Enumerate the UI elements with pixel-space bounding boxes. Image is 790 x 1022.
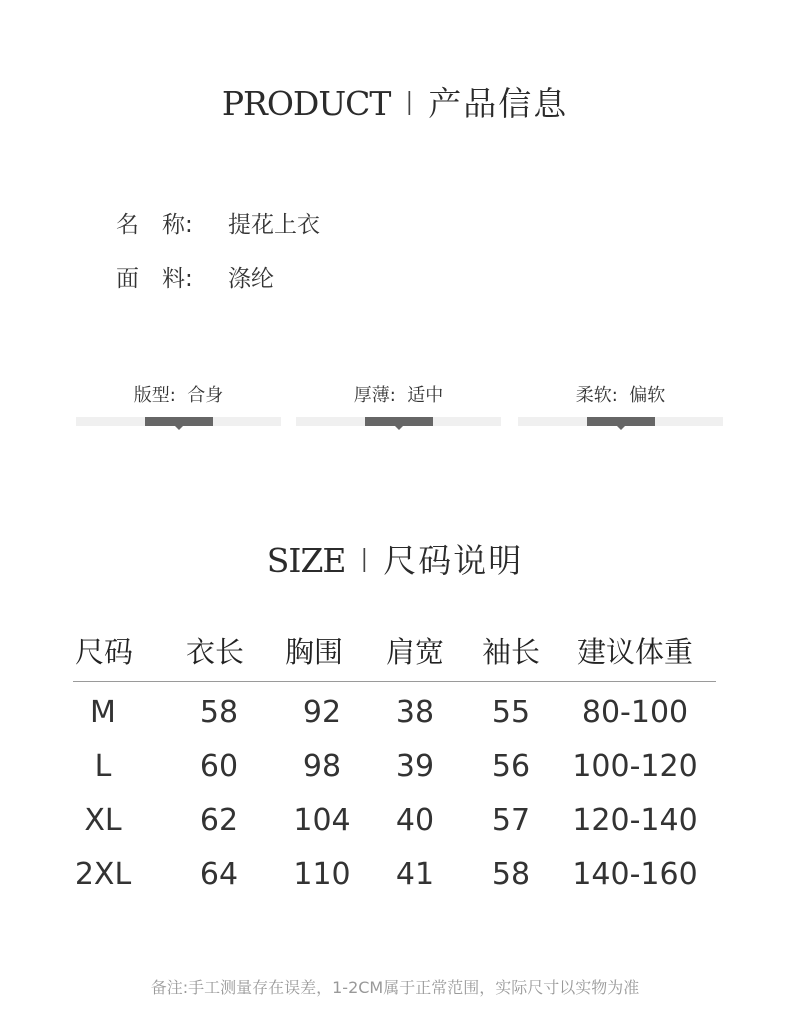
fabric-value: 涤纶 (228, 266, 274, 292)
cell-length: 64 (199, 857, 239, 892)
size-title-zh: 尺码说明 (383, 541, 524, 580)
cell-chest: 104 (293, 803, 351, 838)
cell-weight: 120-140 (572, 803, 698, 838)
fit-level-marker (174, 425, 184, 430)
softness-attribute (518, 381, 723, 407)
cell-weight: 80-100 (581, 695, 689, 730)
name-value: 提花上衣 (228, 212, 320, 238)
header-sleeve: 袖长 (481, 635, 540, 669)
cell-chest: 92 (302, 695, 342, 730)
product-section-title (0, 78, 790, 125)
cell-shoulder: 40 (395, 803, 435, 838)
softness-level-track (518, 417, 723, 426)
header-size: 尺码 (75, 635, 134, 669)
fit-attribute (76, 381, 281, 407)
softness-level-marker (616, 425, 626, 430)
softness-attribute-label: 柔软: 偏软 (575, 385, 666, 406)
cell-sleeve: 56 (491, 749, 531, 784)
table-divider (73, 681, 716, 682)
header-weight: 建议体重 (576, 635, 693, 669)
product-title-en: PRODUCT (221, 84, 391, 123)
measurement-note: 备注:手工测量存在误差，1-2CM属于正常范围，实际尺寸以实物为准 (150, 978, 640, 997)
thickness-level-track (296, 417, 501, 426)
fit-level-track (76, 417, 281, 426)
cell-shoulder: 38 (395, 695, 435, 730)
header-chest: 胸围 (284, 635, 343, 669)
title-separator: I (359, 541, 370, 580)
cell-length: 60 (199, 749, 239, 784)
cell-weight: 100-120 (572, 749, 698, 784)
header-shoulder: 肩宽 (385, 635, 444, 669)
product-title-zh: 产品信息 (428, 84, 569, 123)
fit-attribute-label: 版型: 合身 (133, 385, 224, 406)
name-label: 名 称: (116, 212, 193, 238)
thickness-level-marker (394, 425, 404, 430)
cell-chest: 110 (293, 857, 351, 892)
cell-sleeve: 58 (491, 857, 531, 892)
size-section-title (0, 535, 790, 582)
size-title-en: SIZE (266, 541, 346, 580)
cell-shoulder: 39 (395, 749, 435, 784)
cell-weight: 140-160 (572, 857, 698, 892)
cell-length: 58 (199, 695, 239, 730)
cell-size: 2XL (74, 857, 132, 892)
thickness-attribute (296, 381, 501, 407)
cell-size: L (94, 749, 112, 784)
cell-length: 62 (199, 803, 239, 838)
cell-chest: 98 (302, 749, 342, 784)
cell-shoulder: 41 (395, 857, 435, 892)
fabric-label: 面 料: (116, 266, 193, 292)
cell-size: M (90, 695, 116, 730)
cell-sleeve: 57 (491, 803, 531, 838)
cell-size: XL (84, 803, 122, 838)
thickness-attribute-label: 厚薄: 适中 (353, 385, 444, 406)
header-length: 衣长 (185, 635, 244, 669)
cell-sleeve: 55 (491, 695, 531, 730)
title-separator: I (404, 84, 415, 123)
